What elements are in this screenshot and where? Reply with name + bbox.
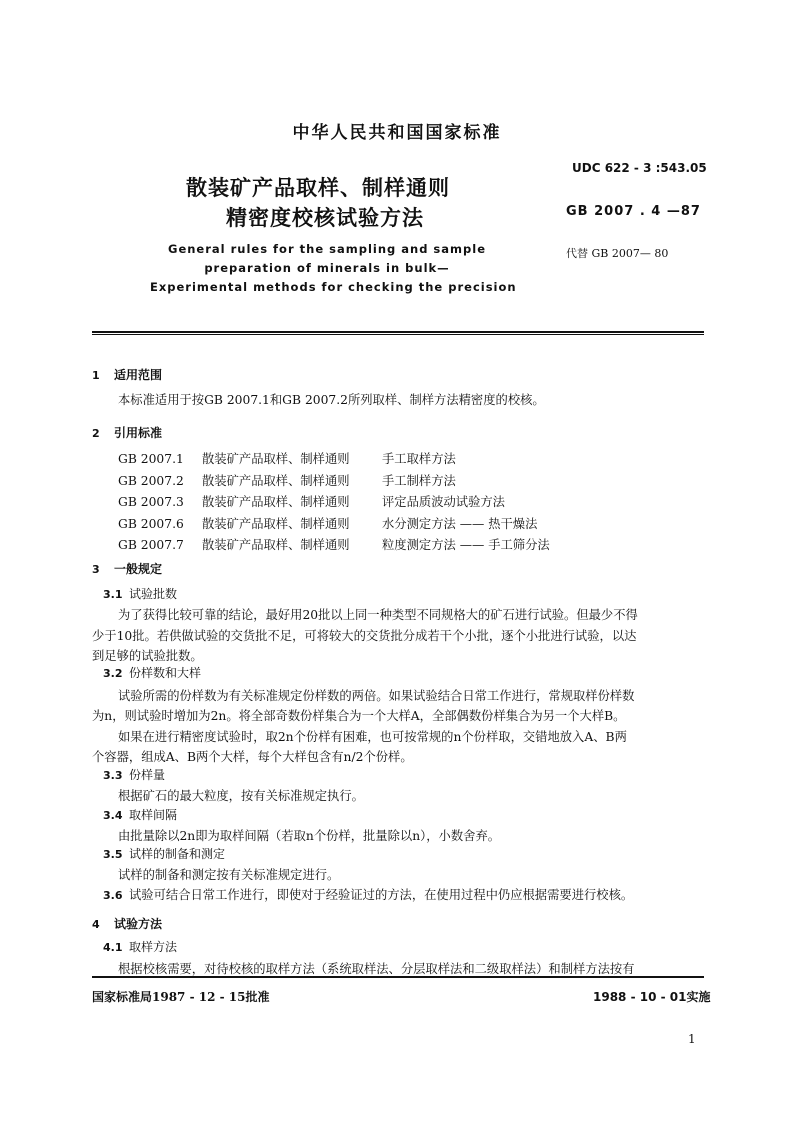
- section-number: 4: [92, 918, 100, 931]
- subsection-number: 3.6: [103, 889, 123, 902]
- subsection-3-2-heading: [103, 664, 201, 681]
- section-title: 引用标准: [114, 426, 163, 440]
- reference-title: 散装矿产品取样、制样通则: [202, 452, 350, 466]
- title-en-line2: preparation of minerals in bulk—: [204, 261, 450, 275]
- title-en-line3: Experimental methods for checking the precision: [150, 280, 517, 294]
- footer-rule: [92, 976, 704, 978]
- paragraph-line: 根据校核需要，对待校核的取样方法（系统取样法、分层取样法和二级取样法）和制样方法按有: [118, 962, 635, 976]
- paragraph-line: 为了获得比较可靠的结论，最好用20批以上同一种类型不同规格大的矿石进行试验。但最少不得: [118, 608, 638, 622]
- reference-code: GB 2007.2: [118, 473, 184, 488]
- paragraph-line: 试验可结合日常工作进行，即使对于经验证过的方法，在使用过程中仍应根据需要进行校核。: [129, 888, 634, 902]
- section-number: 3: [92, 563, 100, 576]
- reference-code: GB 2007.6: [118, 516, 184, 531]
- subsection-number: 4.1: [103, 941, 123, 954]
- paragraph-line: 为n，则试验时增加为2n。将全部奇数份样集合为一个大样A，全部偶数份样集合为另一个大样B。: [92, 709, 626, 723]
- reference-item: [118, 492, 550, 514]
- section-title: 一般规定: [114, 562, 163, 576]
- reference-list: [118, 449, 550, 557]
- reference-title: 散装矿产品取样、制样通则: [202, 473, 350, 488]
- udc-code: UDC 622 - 3 :543.05: [572, 161, 707, 175]
- issuing-organization: 中华人民共和国国家标准: [292, 123, 502, 143]
- subsection-number: 3.4: [103, 809, 123, 822]
- paragraph-line: 由批量除以2n即为取样间隔（若取n个份样，批量除以n），小数舍弃。: [118, 829, 501, 843]
- paragraph-line: 试验所需的份样数为有关标准规定份样数的两倍。如果试验结合日常工作进行，常规取样份样数: [118, 689, 635, 703]
- subsection-3-4-heading: [103, 806, 177, 823]
- replaces-note: 代替 GB 2007— 80: [566, 247, 669, 260]
- approval-date: 国家标准局1987 - 12 - 15批准: [92, 990, 270, 1004]
- section-2-heading: [92, 424, 162, 441]
- header-rule-thin: [92, 334, 704, 335]
- header-rule-thick: [92, 331, 704, 333]
- subsection-title: 份样量: [129, 768, 166, 782]
- standard-number: GB 2007 . 4 —87: [566, 204, 701, 219]
- subsection-title: 取样间隔: [129, 808, 178, 822]
- paragraph-line: 如果在进行精密度试验时，取2n个份样有困难，也可按常规的n个份样取，交错地放入A、B两: [118, 730, 627, 744]
- reference-item: [118, 535, 550, 557]
- section-number: 2: [92, 427, 100, 440]
- reference-title: 散装矿产品取样、制样通则: [202, 516, 350, 531]
- section-title: 适用范围: [114, 368, 163, 382]
- reference-item: [118, 514, 550, 536]
- paragraph-line: 个容器，组成A、B两个大样，每个大样包含有n/2个份样。: [92, 750, 413, 764]
- section-number: 1: [92, 369, 100, 382]
- paragraph-line: 少于10批。若供做试验的交货批不足，可将较大的交货批分成若干个小批，逐个小批进行试验，以达: [92, 629, 637, 643]
- reference-item: [118, 449, 550, 471]
- reference-title: 散装矿产品取样、制样通则: [202, 495, 350, 509]
- subsection-number: 3.1: [103, 588, 123, 601]
- reference-title: 散装矿产品取样、制样通则: [202, 538, 350, 552]
- effective-date: 1988 - 10 - 01实施: [593, 990, 711, 1004]
- reference-code: GB 2007.1: [118, 452, 184, 466]
- reference-method: 手工取样方法: [382, 452, 456, 466]
- subsection-3-5-heading: [103, 845, 225, 862]
- title-en-line1: General rules for the sampling and sample: [168, 242, 486, 256]
- reference-method: 粒度测定方法 —— 手工筛分法: [382, 538, 550, 552]
- subsection-number: 3.3: [103, 769, 123, 782]
- subsection-3-6: [103, 885, 633, 903]
- page-number: 1: [688, 1032, 696, 1046]
- section-1-text: 本标准适用于按GB 2007.1和GB 2007.2所列取样、制样方法精密度的校核。: [118, 393, 545, 407]
- section-1-heading: [92, 366, 162, 383]
- subsection-number: 3.5: [103, 848, 123, 861]
- reference-code: GB 2007.3: [118, 495, 184, 509]
- paragraph-line: 到足够的试验批数。: [92, 649, 203, 663]
- subsection-title: 试验批数: [129, 587, 178, 601]
- section-3-heading: [92, 560, 162, 577]
- section-title: 试验方法: [114, 917, 163, 931]
- reference-method: 水分测定方法 —— 热干燥法: [382, 516, 538, 531]
- reference-code: GB 2007.7: [118, 538, 184, 552]
- subsection-title: 份样数和大样: [129, 666, 202, 680]
- paragraph-line: 试样的制备和测定按有关标准规定进行。: [118, 868, 340, 882]
- subsection-3-1-heading: [103, 585, 177, 602]
- reference-item: [118, 471, 550, 493]
- title-cn-line1: 散装矿产品取样、制样通则: [186, 176, 450, 200]
- subsection-title: 试样的制备和测定: [129, 847, 226, 861]
- title-cn-line2: 精密度校核试验方法: [226, 206, 424, 230]
- subsection-number: 3.2: [103, 667, 123, 680]
- section-4-heading: [92, 915, 162, 932]
- reference-method: 手工制样方法: [382, 473, 456, 488]
- subsection-3-3-heading: [103, 766, 165, 783]
- paragraph-line: 根据矿石的最大粒度，按有关标准规定执行。: [118, 789, 364, 803]
- reference-method: 评定品质波动试验方法: [382, 495, 505, 509]
- subsection-title: 取样方法: [129, 940, 178, 954]
- subsection-4-1-heading: [103, 938, 177, 955]
